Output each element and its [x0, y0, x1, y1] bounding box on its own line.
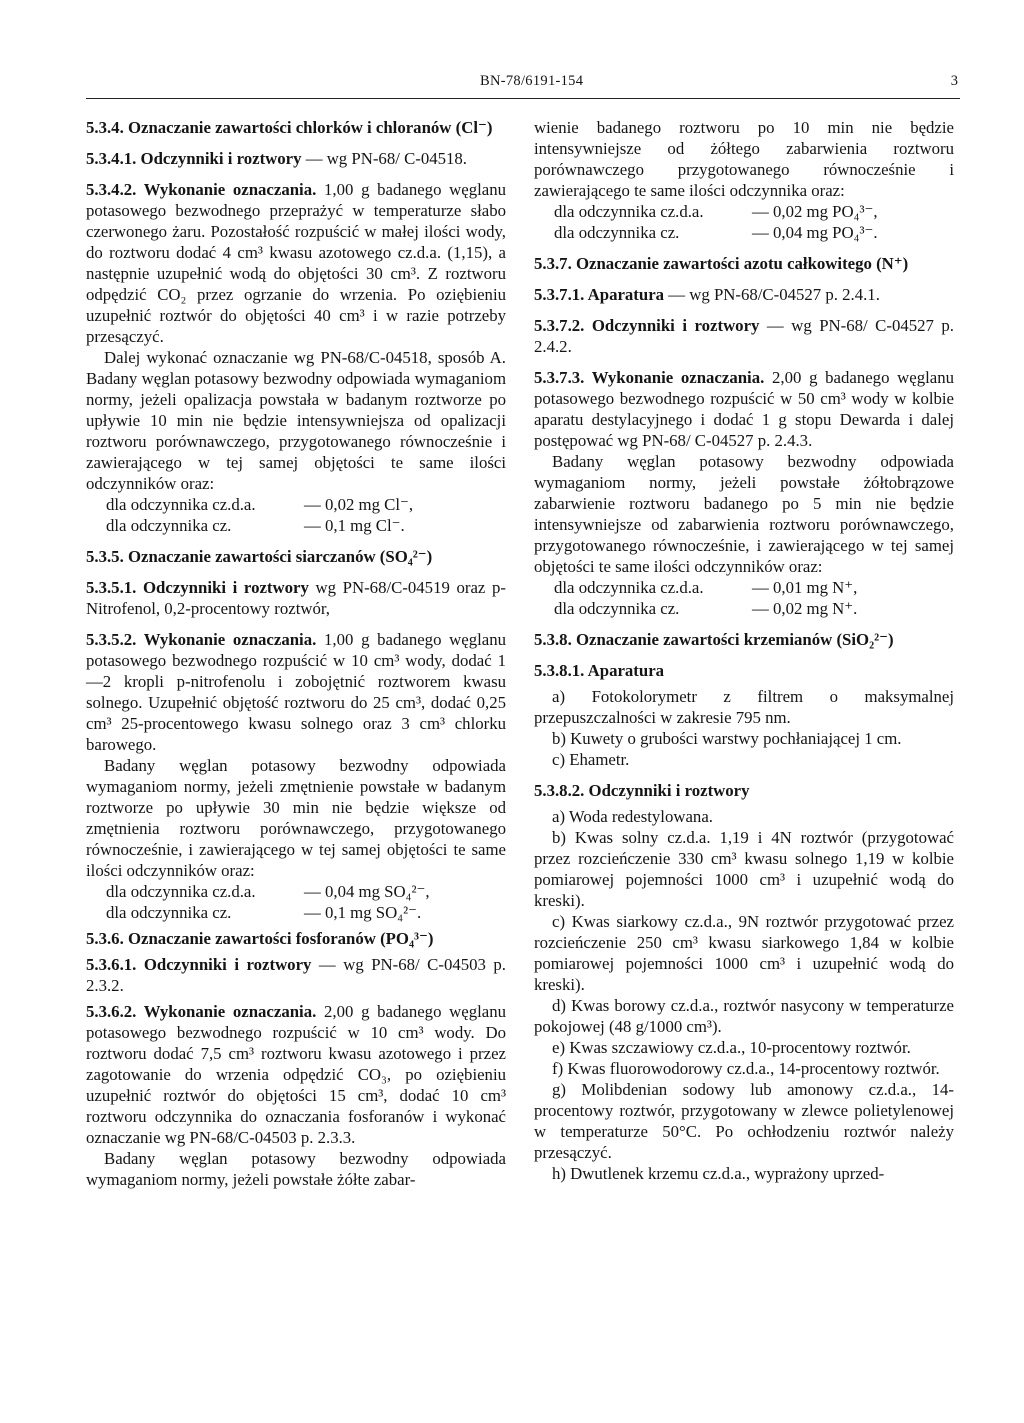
- subsection-number: 5.3.6.2. Wykonanie oznaczania.: [86, 1002, 317, 1021]
- limit-label: dla odczynnika cz.d.a.: [554, 578, 704, 597]
- limit-value: — 0,01 mg N⁺,: [752, 578, 858, 597]
- subsection-number: 5.3.7.2. Odczynniki i roztwory: [534, 316, 760, 335]
- list-item: c) Kwas siarkowy cz.d.a., 9N roztwór przygotować przez rozcieńczenie 250 cm³ kwasu siarkowego 1,84 w kolbie pomiarowej pojemności 1000 cm³ i uzupełnić wodą do kreski).: [534, 912, 954, 994]
- subsection-number: 5.3.5.1. Odczynniki i roztwory: [86, 578, 309, 597]
- limit-row: [86, 881, 506, 902]
- paragraph-text: — wg PN-68/ C-04518.: [301, 149, 468, 168]
- paragraph: [86, 577, 506, 619]
- page-number: 3: [950, 73, 958, 89]
- subsection-number: 5.3.7.3. Wykonanie oznaczania.: [534, 368, 765, 387]
- limit-value: — 0,02 mg N⁺.: [752, 599, 858, 618]
- subsection-number: 5.3.7.1. Aparatura: [534, 285, 665, 304]
- section-title-phosphates: 5.3.6. Oznaczanie zawartości fosforanów (PO₄³⁻): [86, 929, 434, 948]
- limit-label: dla odczynnika cz.d.a.: [106, 495, 256, 514]
- paragraph: Dalej wykonać oznaczanie wg PN-68/C-04518, sposób A. Badany węglan potasowy bezwodny odpowiada wymaganiom normy, jeżeli opalizacja powstała w badanym roztworze po upływie 10 min nie będzie intensywniejsza od opalizacji roztworu porównawczego, przygotowanego równocześnie i zawierającego w tej samej objętości te same ilości odczynników oraz:: [86, 348, 506, 493]
- list-item: b) Kuwety o grubości warstwy pochłaniającej 1 cm.: [552, 729, 902, 748]
- list-item: a) Woda redestylowana.: [552, 807, 713, 826]
- list-item: a) Fotokolorymetr z filtrem o maksymalnej przepuszczalności w zakresie 795 nm.: [534, 687, 954, 727]
- paragraph-text: wg PN-68/C-04519 oraz p-Nitrofenol, 0,2-procentowy roztwór,: [86, 578, 506, 618]
- limit-value: — 0,04 mg PO₄³⁻.: [752, 223, 878, 242]
- paragraph-text: — wg PN-68/C-04527 p. 2.4.1.: [664, 285, 880, 304]
- paragraph-text: — wg PN-68/ C-04503 p. 2.3.2.: [86, 955, 506, 995]
- paragraph: [86, 1001, 506, 1148]
- limit-row: [534, 598, 954, 619]
- limit-label: dla odczynnika cz.: [554, 223, 680, 242]
- paragraph: [86, 629, 506, 755]
- paragraph-text: — wg PN-68/ C-04527 p. 2.4.2.: [534, 316, 954, 356]
- limit-row: [86, 515, 506, 536]
- left-column: [86, 117, 506, 1190]
- paragraph: Badany węglan potasowy bezwodny odpowiada wymaganiom normy, jeżeli powstałe żółte zabar-: [86, 1149, 506, 1189]
- list-item: b) Kwas solny cz.d.a. 1,19 i 4N roztwór (przygotować przez rozcieńczenie 330 cm³ kwasu solnego 1,19 w kolbie pomiarowej pojemności 1000 cm³ i uzupełnić wodą do kreski).: [534, 828, 954, 910]
- list-item: f) Kwas fluorowodorowy cz.d.a., 14-procentowy roztwór.: [552, 1059, 940, 1078]
- paragraph-text: 1,00 g badanego węglanu potasowego bezwodnego rozpuścić w 10 cm³ wody, dodać 1—2 kropli p-nitrofenolu i zobojętnić roztworem kwasu solnego. Uzupełnić objętość roztworu do 25 cm³, dodać 0,25 cm³ 25-procentowego kwasu solnego oraz 3 cm³ chlorku barowego.: [86, 630, 506, 754]
- limit-value: — 0,02 mg Cl⁻,: [304, 495, 414, 514]
- section-title-chlorides: 5.3.4. Oznaczanie zawartości chlorków i chloranów (Cl⁻): [86, 118, 493, 137]
- subsection-number: 5.3.4.1. Odczynniki i roztwory: [86, 149, 302, 168]
- limit-label: dla odczynnika cz.: [554, 599, 680, 618]
- limit-value: — 0,02 mg PO₄³⁻,: [752, 202, 878, 221]
- paragraph: [534, 367, 954, 451]
- paragraph: [534, 284, 954, 305]
- list-item: c) Ehametr.: [552, 750, 630, 769]
- subsection-number: 5.3.4.2. Wykonanie oznaczania.: [86, 180, 317, 199]
- page-header: [86, 72, 960, 99]
- limit-row: [86, 902, 506, 923]
- paragraph-text: 2,00 g badanego węglanu potasowego bezwodnego rozpuścić w 50 cm³ wody w kolbie aparatu destylacyjnego i dodać 1 g stopu Dewarda i dalej postępować wg PN-68/ C-04527 p. 2.4.3.: [534, 368, 954, 450]
- subsection-title-reagents: 5.3.8.2. Odczynniki i roztwory: [534, 781, 750, 800]
- list-item: h) Dwutlenek krzemu cz.d.a., wyprażony uprzed-: [552, 1164, 885, 1183]
- limit-row: [86, 494, 506, 515]
- section-title-sulfates: 5.3.5. Oznaczanie zawartości siarczanów (SO₄²⁻): [86, 547, 433, 566]
- section-title-silicates: 5.3.8. Oznaczanie zawartości krzemianów (SiO₂²⁻): [534, 630, 894, 649]
- limit-value: — 0,1 mg SO₄²⁻.: [304, 903, 422, 922]
- list-item: e) Kwas szczawiowy cz.d.a., 10-procentowy roztwór.: [552, 1038, 911, 1057]
- paragraph: wienie badanego roztworu po 10 min nie będzie intensywniejsze od żółtego zabarwienia roztworu porównawczego przygotowanego równocześnie i zawierającego te same ilości odczynnika oraz:: [534, 118, 954, 200]
- paragraph: [86, 148, 506, 169]
- limit-label: dla odczynnika cz.d.a.: [554, 202, 704, 221]
- list-item: d) Kwas borowy cz.d.a., roztwór nasycony w temperaturze pokojowej (48 g/1000 cm³).: [534, 996, 954, 1036]
- limit-label: dla odczynnika cz.: [106, 903, 232, 922]
- subsection-title-apparatus: 5.3.8.1. Aparatura: [534, 661, 665, 680]
- limit-value: — 0,04 mg SO₄²⁻,: [304, 882, 430, 901]
- limit-label: dla odczynnika cz.: [106, 516, 232, 535]
- paragraph: Badany węglan potasowy bezwodny odpowiada wymaganiom normy, jeżeli powstałe żółtobrązowe zabarwienie roztworu badanego po 5 min nie będzie intensywniejsze od zabarwienia roztworu porównawczego, przygotowanego równocześnie, i zawierającego w tej samej objętości te same ilości odczynników oraz:: [534, 452, 954, 576]
- right-column: [534, 117, 954, 1184]
- limit-value: — 0,1 mg Cl⁻.: [304, 516, 405, 535]
- subsection-number: 5.3.6.1. Odczynniki i roztwory: [86, 955, 312, 974]
- paragraph: [86, 179, 506, 347]
- paragraph-text: 2,00 g badanego węglanu potasowego bezwodnego rozpuścić w 10 cm³ wody. Do roztworu dodać 7,5 cm³ roztworu kwasu azotowego i przez zagotowanie do wrzenia odpędzić CO₃, po oziębieniu uzupełnić roztwór do objętości 15 cm³, dodać 10 cm³ roztworu odczynnika do oznaczania fosforanów i wykonać oznaczanie wg PN-68/C-04503 p. 2.3.3.: [86, 1002, 506, 1147]
- limit-row: [534, 201, 954, 222]
- section-title-nitrogen: 5.3.7. Oznaczanie zawartości azotu całkowitego (N⁺): [534, 254, 909, 273]
- limit-row: [534, 222, 954, 243]
- document-code: BN-78/6191-154: [480, 73, 584, 89]
- subsection-number: 5.3.5.2. Wykonanie oznaczania.: [86, 630, 317, 649]
- limit-label: dla odczynnika cz.d.a.: [106, 882, 256, 901]
- limit-row: [534, 577, 954, 598]
- paragraph: [534, 315, 954, 357]
- list-item: g) Molibdenian sodowy lub amonowy cz.d.a., 14-procentowy roztwór, przygotowany w zlewce polietylenowej w temperaturze 50°C. Po ochłodzeniu roztwór należy przesączyć.: [534, 1080, 954, 1162]
- paragraph: Badany węglan potasowy bezwodny odpowiada wymaganiom normy, jeżeli zmętnienie powstałe w badanym roztworze po upływie 30 min nie będzie większe od zmętnienia roztworu porównawczego, przygotowanego równocześnie, i zawierającego w tej samej objętości te same ilości odczynników oraz:: [86, 756, 506, 880]
- paragraph-text: 1,00 g badanego węglanu potasowego bezwodnego przeprażyć w temperaturze słabo czerwonego żaru. Pozostałość rozpuścić w małej ilości wody, do roztworu dodać 4 cm³ kwasu azotowego cz.d.a. (1,15), a następnie uzupełnić wodą do objętości 30 cm³. Z roztworu odpędzić CO₂ przez ogrzanie do wrzenia. Po oziębieniu uzupełnić roztwór do objętości 40 cm³ i w razie potrzeby przesączyć.: [86, 180, 506, 346]
- paragraph: [86, 954, 506, 996]
